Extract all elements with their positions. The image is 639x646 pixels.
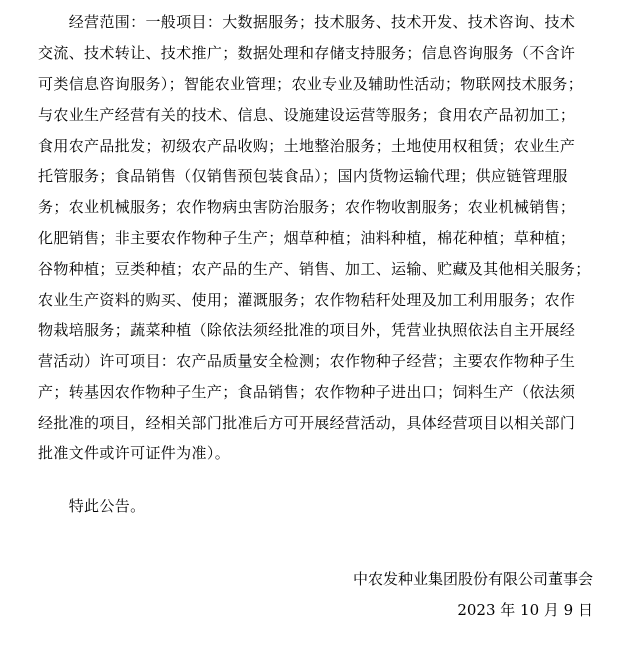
text-line: 农业生产资料的购买、使用；灌溉服务；农作物秸秆处理及加工利用服务；农作 [38, 291, 576, 309]
text-line: 物栽培服务；蔬菜种植（除依法须经批准的项目外，凭营业执照依法自主开展经 [38, 321, 576, 339]
text-line: 食用农产品批发；初级农产品收购；土地整治服务；土地使用权租赁；农业生产 [38, 137, 576, 155]
text-line: 经营范围：一般项目：大数据服务；技术服务、技术开发、技术咨询、技术 [38, 13, 576, 31]
text-line: 可类信息咨询服务）；智能农业管理；农业专业及辅助性活动；物联网技术服务； [38, 75, 584, 93]
text-line: 营活动）许可项目：农产品质量安全检测；农作物种子经营；主要农作物种子生 [38, 352, 576, 370]
text-line: 务；农业机械服务；农作物病虫害防治服务；农作物收割服务；农业机械销售； [38, 198, 576, 216]
text-line: 经批准的项目，经相关部门批准后方可开展经营活动，具体经营项目以相关部门 [38, 414, 576, 432]
text-line: 谷物种植；豆类种植；农产品的生产、销售、加工、运输、贮藏及其他相关服务； [38, 260, 591, 278]
text-line: 与农业生产经营有关的技术、信息、设施建设运营等服务；食用农产品初加工； [38, 106, 576, 124]
text-line: 产；转基因农作物种子生产；食品销售；农作物种子进出口；饲料生产（依法须 [38, 383, 576, 401]
signature-company: 中农发种业集团股份有限公司董事会 [352, 570, 593, 588]
closing-remark: 特此公告。 [38, 497, 146, 515]
text-line: 批准文件或许可证件为准）。 [38, 444, 231, 462]
signature-date: 2023 年 10 月 9 日 [457, 601, 593, 619]
text-line: 交流、技术转让、技术推广；数据处理和存储支持服务；信息咨询服务（不含许 [38, 44, 576, 62]
text-line: 托管服务；食品销售（仅销售预包装食品）；国内货物运输代理；供应链管理服 [38, 167, 568, 185]
text-line: 化肥销售；非主要农作物种子生产；烟草种植；油料种植，棉花种植；草种植； [38, 229, 576, 247]
